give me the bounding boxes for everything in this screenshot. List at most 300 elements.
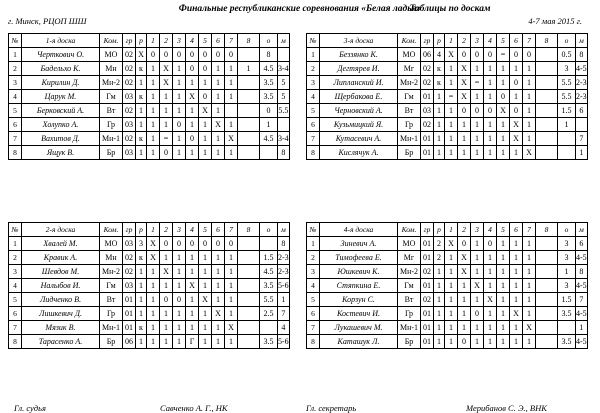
rank-value: 1 xyxy=(434,132,445,146)
table-row xyxy=(9,237,290,251)
result-cell: 1 xyxy=(225,307,238,321)
result-cell: 1 xyxy=(445,335,458,349)
points-total: 1.5 xyxy=(558,104,576,118)
player-name: Берковский А. xyxy=(22,104,100,118)
result-cell: 0 xyxy=(510,48,523,62)
result-cell: X xyxy=(147,251,160,265)
place-value: 7 xyxy=(278,307,290,321)
result-cell: 1 xyxy=(186,104,199,118)
row-index: 7 xyxy=(307,132,320,146)
column-header-р: р xyxy=(434,223,445,237)
group-value: 02 xyxy=(421,293,434,307)
result-cell: X xyxy=(199,293,212,307)
table-row xyxy=(9,293,290,307)
team-code: МО xyxy=(398,48,421,62)
place-value xyxy=(278,48,290,62)
result-cell: 1 xyxy=(186,146,199,160)
result-cell: 1 xyxy=(484,90,497,104)
group-value: 03 xyxy=(421,104,434,118)
result-cell: 0 xyxy=(471,104,484,118)
team-code: Мг xyxy=(398,62,421,76)
rank-value: X xyxy=(136,48,147,62)
player-name: Каташук Л. xyxy=(320,335,398,349)
result-cell: X xyxy=(147,237,160,251)
player-name: Лидченко В. xyxy=(22,293,100,307)
table-row xyxy=(307,48,588,62)
player-name: Холупко А. xyxy=(22,118,100,132)
result-cell: 1 xyxy=(458,321,471,335)
result-cell: 1 xyxy=(160,279,173,293)
points-total xyxy=(260,237,278,251)
player-name: Лукашевич М. xyxy=(320,321,398,335)
column-header-о: о xyxy=(558,34,576,48)
table-row xyxy=(9,118,290,132)
result-cell: 1 xyxy=(147,104,160,118)
result-cell: 1 xyxy=(147,118,160,132)
column-header-р: р xyxy=(136,34,147,48)
result-cell: 0 xyxy=(160,48,173,62)
points-total: 5.5 xyxy=(558,76,576,90)
result-cell: 1 xyxy=(147,293,160,307)
row-index: 6 xyxy=(307,118,320,132)
player-name: Лишкевич Д. xyxy=(22,307,100,321)
result-cell: X xyxy=(160,76,173,90)
rank-value: к xyxy=(136,90,147,104)
result-cell: 1 xyxy=(147,279,160,293)
row-index: 7 xyxy=(9,132,22,146)
team-code: Гр xyxy=(100,307,123,321)
row-index: 7 xyxy=(307,321,320,335)
group-value: 06 xyxy=(123,335,136,349)
result-cell xyxy=(238,321,260,335)
points-total xyxy=(558,321,576,335)
result-cell: 1 xyxy=(225,90,238,104)
result-cell: 1 xyxy=(186,251,199,265)
result-cell: 0 xyxy=(523,48,536,62)
rank-value: к xyxy=(434,62,445,76)
result-cell: 1 xyxy=(173,307,186,321)
row-index: 3 xyxy=(9,76,22,90)
board-table-1 xyxy=(8,33,290,160)
column-header-Ком.: Ком. xyxy=(100,223,123,237)
place-value: 5-6 xyxy=(278,279,290,293)
result-cell: 1 xyxy=(523,279,536,293)
result-cell: 1 xyxy=(510,335,523,349)
result-cell: 1 xyxy=(160,335,173,349)
result-cell xyxy=(536,251,558,265)
rank-value: 1 xyxy=(136,104,147,118)
result-cell: X xyxy=(484,293,497,307)
column-header-о: о xyxy=(260,34,278,48)
result-cell: 1 xyxy=(173,62,186,76)
result-cell: 1 xyxy=(510,321,523,335)
result-cell: 0 xyxy=(458,237,471,251)
team-code: Мн-1 xyxy=(100,321,123,335)
points-total: 3.5 xyxy=(260,279,278,293)
group-value: 01 xyxy=(123,307,136,321)
place-value: 8 xyxy=(278,146,290,160)
result-cell: 0 xyxy=(497,90,510,104)
player-name: Юшкевич К. xyxy=(320,265,398,279)
result-cell xyxy=(238,90,260,104)
column-header-1: 1 xyxy=(445,34,458,48)
judge-name: Савченко А. Г., НК xyxy=(160,403,228,413)
group-value: 02 xyxy=(123,251,136,265)
result-cell: 0 xyxy=(199,90,212,104)
group-value: 02 xyxy=(123,132,136,146)
column-header-board: 1-я доска xyxy=(22,34,100,48)
player-name: Зиневич А. xyxy=(320,237,398,251)
result-cell: 1 xyxy=(523,62,536,76)
result-cell: 0 xyxy=(173,48,186,62)
result-cell: 1 xyxy=(458,132,471,146)
result-cell: 1 xyxy=(484,118,497,132)
result-cell xyxy=(238,265,260,279)
table-row xyxy=(307,237,588,251)
row-index: 6 xyxy=(9,307,22,321)
board-results-table xyxy=(8,33,290,160)
column-header-1: 1 xyxy=(445,223,458,237)
result-cell: 1 xyxy=(497,62,510,76)
result-cell: 1 xyxy=(497,293,510,307)
result-cell: 1 xyxy=(212,321,225,335)
result-cell: 1 xyxy=(497,251,510,265)
result-cell: 0 xyxy=(212,237,225,251)
table-row xyxy=(307,307,588,321)
result-cell: 1 xyxy=(225,265,238,279)
result-cell: 1 xyxy=(147,90,160,104)
result-cell: 1 xyxy=(523,293,536,307)
rank-value: 1 xyxy=(434,104,445,118)
result-cell: X xyxy=(523,146,536,160)
points-total: 5.5 xyxy=(558,90,576,104)
result-cell: X xyxy=(458,62,471,76)
place-value: 2-3 xyxy=(576,76,588,90)
player-name: Ящук В. xyxy=(22,146,100,160)
result-cell xyxy=(536,265,558,279)
result-cell xyxy=(238,307,260,321)
result-cell: X xyxy=(225,132,238,146)
place-value: 4-5 xyxy=(576,335,588,349)
result-cell: 1 xyxy=(147,62,160,76)
result-cell: 1 xyxy=(445,293,458,307)
column-header-2: 2 xyxy=(458,223,471,237)
column-header-6: 6 xyxy=(510,223,523,237)
result-cell: 0 xyxy=(199,62,212,76)
result-cell: 1 xyxy=(510,62,523,76)
column-header-м: м xyxy=(576,223,588,237)
rank-value: 1 xyxy=(434,118,445,132)
result-cell: 1 xyxy=(445,279,458,293)
result-cell: 1 xyxy=(471,293,484,307)
result-cell: X xyxy=(445,237,458,251)
player-name: Бадельхо К. xyxy=(22,62,100,76)
result-cell: 1 xyxy=(510,90,523,104)
result-cell: X xyxy=(458,90,471,104)
result-cell: 0 xyxy=(471,48,484,62)
result-cell: 0 xyxy=(173,237,186,251)
place-value: 6 xyxy=(576,237,588,251)
secretary-name: Мерибанов С. Э., ВНК xyxy=(466,403,547,413)
result-cell xyxy=(536,62,558,76)
result-cell: 0 xyxy=(458,104,471,118)
table-row xyxy=(9,279,290,293)
result-cell: 1 xyxy=(147,76,160,90)
points-total xyxy=(558,132,576,146)
player-name: Черткович О. xyxy=(22,48,100,62)
row-index: 2 xyxy=(307,251,320,265)
place-value: 7 xyxy=(576,132,588,146)
result-cell: 1 xyxy=(484,76,497,90)
place-value: 6 xyxy=(576,104,588,118)
group-value: 03 xyxy=(123,90,136,104)
rank-value: к xyxy=(434,76,445,90)
result-cell: 1 xyxy=(238,62,260,76)
column-header-index: № xyxy=(9,223,22,237)
team-code: МО xyxy=(100,48,123,62)
result-cell: 1 xyxy=(225,62,238,76)
result-cell: 1 xyxy=(523,307,536,321)
team-code: МО xyxy=(100,237,123,251)
row-index: 8 xyxy=(307,146,320,160)
result-cell: 0 xyxy=(458,48,471,62)
rank-value: 1 xyxy=(136,265,147,279)
result-cell: 1 xyxy=(445,321,458,335)
column-header-6: 6 xyxy=(212,223,225,237)
result-cell: 1 xyxy=(510,265,523,279)
result-cell: 1 xyxy=(445,76,458,90)
place-value: 4 xyxy=(278,321,290,335)
result-cell: 1 xyxy=(445,132,458,146)
team-code: Гм xyxy=(398,90,421,104)
table-row xyxy=(9,104,290,118)
result-cell: 0 xyxy=(199,237,212,251)
result-cell: 1 xyxy=(523,335,536,349)
result-cell xyxy=(238,293,260,307)
rank-value: 1 xyxy=(136,118,147,132)
result-cell: 1 xyxy=(147,307,160,321)
column-header-гр: гр xyxy=(123,223,136,237)
column-header-Ком.: Ком. xyxy=(100,34,123,48)
result-cell: 1 xyxy=(471,251,484,265)
rank-value: 1 xyxy=(136,279,147,293)
column-header-гр: гр xyxy=(421,34,434,48)
place-value: 2-3 xyxy=(278,251,290,265)
table-row xyxy=(307,335,588,349)
result-cell: 1 xyxy=(173,335,186,349)
result-cell: 1 xyxy=(186,307,199,321)
result-cell: 1 xyxy=(199,279,212,293)
table-row xyxy=(307,62,588,76)
result-cell: X xyxy=(160,62,173,76)
rank-value: 1 xyxy=(434,279,445,293)
result-cell: 1 xyxy=(471,237,484,251)
player-name: Кислячук А. xyxy=(320,146,398,160)
row-index: 3 xyxy=(307,76,320,90)
result-cell: X xyxy=(523,321,536,335)
result-cell: 1 xyxy=(173,146,186,160)
result-cell: X xyxy=(212,307,225,321)
result-cell: 1 xyxy=(160,118,173,132)
result-cell: 1 xyxy=(484,132,497,146)
column-header-8: 8 xyxy=(536,34,558,48)
result-cell: 1 xyxy=(471,118,484,132)
result-cell: 1 xyxy=(173,321,186,335)
result-cell xyxy=(536,307,558,321)
board-results-table xyxy=(306,222,588,349)
player-name: Налыбов И. xyxy=(22,279,100,293)
team-code: Мг xyxy=(398,251,421,265)
judge-label: Гл. судья xyxy=(14,403,46,413)
group-value: 02 xyxy=(123,76,136,90)
result-cell xyxy=(238,48,260,62)
result-cell: 0 xyxy=(458,335,471,349)
result-cell: 1 xyxy=(212,279,225,293)
place-value xyxy=(278,118,290,132)
result-cell: 1 xyxy=(458,293,471,307)
result-cell: 1 xyxy=(186,321,199,335)
rank-value: 1 xyxy=(434,321,445,335)
result-cell xyxy=(536,335,558,349)
team-code: Гр xyxy=(398,118,421,132)
result-cell: 1 xyxy=(147,335,160,349)
row-index: 2 xyxy=(9,62,22,76)
group-value: 01 xyxy=(421,251,434,265)
points-total: 2.5 xyxy=(260,307,278,321)
place-value: 1 xyxy=(278,293,290,307)
team-code: Гм xyxy=(100,90,123,104)
result-cell: X xyxy=(199,104,212,118)
result-cell: 0 xyxy=(173,293,186,307)
table-row xyxy=(307,90,588,104)
place-value: 2-3 xyxy=(278,265,290,279)
result-cell: 1 xyxy=(212,265,225,279)
table-row xyxy=(307,76,588,90)
place-value: 4-5 xyxy=(576,251,588,265)
player-name: Черновский А. xyxy=(320,104,398,118)
player-name: Костевич И. xyxy=(320,307,398,321)
result-cell: 1 xyxy=(173,90,186,104)
team-code: Бр xyxy=(398,335,421,349)
player-name: Беззянко К. xyxy=(320,48,398,62)
result-cell: 1 xyxy=(225,146,238,160)
player-name: Щербакова Е. xyxy=(320,90,398,104)
team-code: Гр xyxy=(398,307,421,321)
table-row xyxy=(9,90,290,104)
player-name: Шевдов М. xyxy=(22,265,100,279)
result-cell: 0 xyxy=(160,146,173,160)
result-cell: 1 xyxy=(173,251,186,265)
result-cell: = xyxy=(471,76,484,90)
table-row xyxy=(9,76,290,90)
result-cell: 1 xyxy=(484,307,497,321)
result-cell xyxy=(238,146,260,160)
rank-value: к xyxy=(136,132,147,146)
column-header-м: м xyxy=(278,34,290,48)
result-cell: 1 xyxy=(510,279,523,293)
rank-value: к xyxy=(136,62,147,76)
result-cell: X xyxy=(497,104,510,118)
result-cell: 0 xyxy=(471,307,484,321)
result-cell: 1 xyxy=(160,104,173,118)
table-row xyxy=(9,265,290,279)
result-cell: X xyxy=(186,90,199,104)
result-cell: 1 xyxy=(173,265,186,279)
result-cell: 1 xyxy=(523,237,536,251)
result-cell: 1 xyxy=(458,118,471,132)
row-index: 4 xyxy=(307,90,320,104)
result-cell: X xyxy=(445,48,458,62)
result-cell xyxy=(238,335,260,349)
result-cell: 1 xyxy=(173,76,186,90)
team-code: Вт xyxy=(398,104,421,118)
result-cell: 1 xyxy=(186,76,199,90)
result-cell xyxy=(238,104,260,118)
result-cell: 0 xyxy=(484,48,497,62)
group-value: 02 xyxy=(421,265,434,279)
right-section-title: Таблицы по доскам xyxy=(409,4,491,14)
points-total: 3 xyxy=(558,279,576,293)
result-cell: 1 xyxy=(445,307,458,321)
result-cell xyxy=(238,279,260,293)
result-cell: 1 xyxy=(484,335,497,349)
result-cell: = xyxy=(445,90,458,104)
result-cell: 1 xyxy=(458,279,471,293)
secretary-label: Гл. секретарь xyxy=(306,403,357,413)
page-title: Финальные республиканские соревнования «Белая ладья» xyxy=(178,4,422,14)
result-cell: 1 xyxy=(147,265,160,279)
group-value: 02 xyxy=(421,62,434,76)
result-cell: 0 xyxy=(225,48,238,62)
points-total: 1 xyxy=(260,118,278,132)
column-header-о: о xyxy=(558,223,576,237)
team-code: Мн-2 xyxy=(398,265,421,279)
player-name: Тимофеева Е. xyxy=(320,251,398,265)
column-header-2: 2 xyxy=(458,34,471,48)
rank-value: 3 xyxy=(136,237,147,251)
points-total: 3.5 xyxy=(260,76,278,90)
points-total: 1 xyxy=(558,265,576,279)
group-value: 06 xyxy=(421,48,434,62)
column-header-6: 6 xyxy=(212,34,225,48)
result-cell: 1 xyxy=(484,265,497,279)
result-cell: 1 xyxy=(497,335,510,349)
result-cell: X xyxy=(160,265,173,279)
result-cell: 1 xyxy=(212,90,225,104)
column-header-5: 5 xyxy=(497,34,510,48)
result-cell: 1 xyxy=(199,76,212,90)
result-cell xyxy=(238,118,260,132)
team-code: Мн-1 xyxy=(100,132,123,146)
place-value: 5.5 xyxy=(278,104,290,118)
place-value: 4-5 xyxy=(576,62,588,76)
result-cell: 1 xyxy=(199,146,212,160)
table-row xyxy=(307,132,588,146)
group-value: 03 xyxy=(123,118,136,132)
result-cell xyxy=(238,132,260,146)
result-cell: 1 xyxy=(523,251,536,265)
result-cell: 1 xyxy=(212,62,225,76)
points-total: 4.5 xyxy=(260,62,278,76)
rank-value: 1 xyxy=(136,146,147,160)
column-header-7: 7 xyxy=(523,223,536,237)
group-value: 02 xyxy=(421,118,434,132)
result-cell: 1 xyxy=(523,104,536,118)
table-row xyxy=(9,335,290,349)
result-cell: 0 xyxy=(510,76,523,90)
row-index: 5 xyxy=(307,104,320,118)
result-cell: 0 xyxy=(160,237,173,251)
